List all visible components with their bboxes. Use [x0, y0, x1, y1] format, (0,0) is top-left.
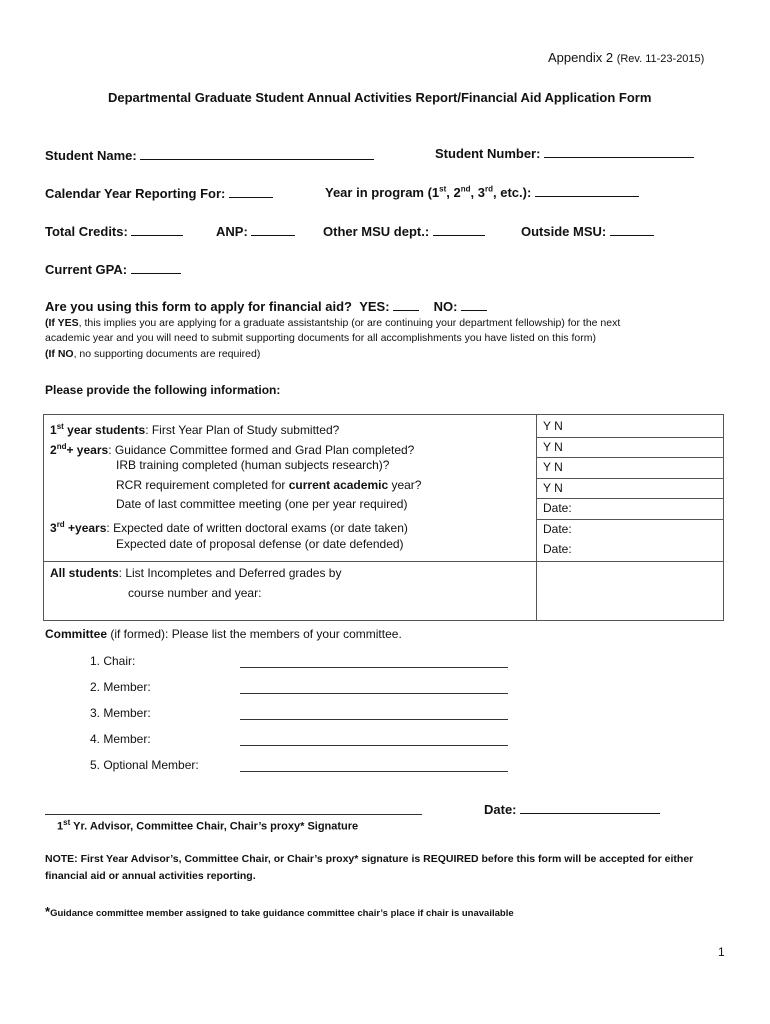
signature-caption-num: 1: [57, 820, 64, 833]
proposal-defense-row: Expected date of proposal defense (or date defended): [116, 536, 404, 551]
appendix-label: [548, 50, 704, 65]
year-in-program-line[interactable]: [535, 184, 639, 197]
second-year-row: [50, 437, 530, 457]
if-yes-note-2: academic year and you will need to submit supporting documents for all accomplishments you have listed on this form): [45, 332, 596, 344]
total-credits-line[interactable]: [131, 223, 183, 236]
committee-chair-line[interactable]: [240, 667, 508, 668]
sup-st: st: [439, 184, 447, 194]
student-number-label: Student Number:: [435, 146, 541, 161]
signature-date-field[interactable]: [484, 801, 660, 817]
committee-member-4-label: 4. Member:: [90, 732, 151, 746]
info-heading: Please provide the following information:: [45, 383, 281, 397]
r2-num: 2: [50, 442, 57, 457]
first-year-row: [50, 417, 530, 437]
calendar-year-label: Calendar Year Reporting For:: [45, 186, 226, 201]
all-students-row: [50, 564, 530, 584]
revision-date: (Rev. 11-23-2015): [616, 53, 705, 65]
anp-label: ANP:: [216, 224, 248, 239]
requirements-list: [44, 415, 537, 562]
incompletes-answer[interactable]: [537, 562, 724, 621]
anp-field[interactable]: [216, 223, 295, 239]
outside-msu-line[interactable]: [610, 223, 654, 236]
irb-row: IRB training completed (human subjects research)?: [116, 458, 390, 473]
committee-optional-member-line[interactable]: [240, 771, 508, 772]
page-title: Departmental Graduate Student Annual Activities Report/Financial Aid Application Form: [108, 90, 652, 105]
r1-sup: st: [56, 422, 64, 431]
appendix-text: Appendix 2: [548, 50, 614, 65]
student-name-label: Student Name:: [45, 148, 137, 163]
current-gpa-field[interactable]: [45, 261, 181, 277]
student-name-line[interactable]: [140, 147, 374, 160]
signature-date-line[interactable]: [520, 801, 660, 814]
total-credits-field[interactable]: [45, 223, 183, 239]
all-students-label: All students: [50, 566, 119, 581]
r6-sup: rd: [56, 519, 65, 529]
r6-text: : Expected date of written doctoral exams (or date taken): [106, 520, 408, 535]
sup-rd: rd: [485, 184, 493, 194]
other-msu-label: Other MSU dept.:: [323, 224, 430, 239]
rcr-text-c: year?: [388, 477, 422, 492]
student-number-line[interactable]: [544, 145, 694, 158]
signature-line[interactable]: [45, 814, 422, 815]
outside-msu-field[interactable]: [521, 223, 654, 239]
outside-msu-label: Outside MSU:: [521, 224, 607, 239]
sup-nd: nd: [460, 184, 471, 194]
footnote-star: *: [45, 904, 51, 919]
current-gpa-line[interactable]: [131, 261, 181, 274]
last-meeting-row: Date of last committee meeting (one per year required): [116, 497, 408, 512]
rcr-text-b: current academic: [288, 477, 389, 492]
calendar-year-line[interactable]: [229, 185, 273, 198]
if-yes-note: [45, 317, 620, 329]
r2-text: : Guidance Committee formed and Grad Plan completed?: [108, 442, 415, 457]
footnote-text: Guidance committee member assigned to take guidance committee chair’s place if chair is unavailable: [50, 908, 514, 919]
committee-member-3-label: 3. Member:: [90, 706, 151, 720]
yes-line[interactable]: [393, 298, 419, 311]
r6-num: 3: [50, 520, 57, 535]
signature-caption-text: Yr. Advisor, Committee Chair, Chair’s proxy* Signature: [70, 820, 359, 833]
answers-column: [537, 415, 724, 562]
committee-member-2-label: 2. Member:: [90, 680, 151, 694]
year-in-program-label-3: , 3: [470, 185, 485, 200]
committee-member-3-line[interactable]: [240, 719, 508, 720]
if-no-text: , no supporting documents are required): [73, 348, 261, 360]
financial-aid-question-text: Are you using this form to apply for financial aid?: [45, 299, 352, 314]
all-students-text: : List Incompletes and Deferred grades by: [118, 566, 342, 581]
current-gpa-label: Current GPA:: [45, 262, 128, 277]
calendar-year-field[interactable]: [45, 185, 273, 201]
answer-date-2[interactable]: Date:: [543, 521, 572, 536]
r1-num: 1: [50, 423, 57, 437]
financial-aid-question: [45, 298, 487, 314]
third-year-row: [50, 515, 530, 535]
all-students-cell: [44, 562, 537, 621]
if-no-note: [45, 348, 260, 360]
signature-date-label: Date:: [484, 802, 517, 817]
rcr-row: [50, 476, 530, 496]
note-line-2: financial aid or annual activities reporting.: [45, 870, 256, 882]
answer-date-3[interactable]: Date:: [543, 541, 572, 556]
answer-yn-4[interactable]: Y N: [537, 479, 723, 500]
answer-date-1[interactable]: Date:: [537, 499, 723, 520]
if-yes-label: (If YES: [45, 317, 79, 329]
r2-sup: nd: [56, 441, 67, 451]
answer-yn-3[interactable]: Y N: [537, 458, 723, 479]
anp-line[interactable]: [251, 223, 295, 236]
committee-label: Committee: [45, 627, 108, 641]
other-msu-line[interactable]: [433, 223, 485, 236]
no-label: NO:: [433, 299, 458, 314]
answer-yn-1[interactable]: Y N: [537, 417, 723, 438]
requirements-table: [43, 414, 724, 621]
rcr-text-a: RCR requirement completed for: [116, 477, 289, 492]
year-in-program-label-2: , 2: [446, 185, 461, 200]
if-no-label: (If NO: [45, 348, 74, 360]
r1-label: year students: [63, 423, 146, 437]
footnote: [45, 904, 514, 919]
committee-heading: [45, 627, 402, 641]
year-in-program-field[interactable]: [325, 184, 639, 200]
all-students-row-2: course number and year:: [128, 585, 262, 600]
no-line[interactable]: [461, 298, 487, 311]
r1-text: : First Year Plan of Study submitted?: [145, 423, 340, 437]
committee-member-2-line[interactable]: [240, 693, 508, 694]
committee-member-4-line[interactable]: [240, 745, 508, 746]
if-yes-text: , this implies you are applying for a graduate assistantship (or are continuing your department fellowship) for the next: [78, 317, 621, 329]
student-number-field[interactable]: [435, 145, 694, 161]
answer-yn-2[interactable]: Y N: [537, 438, 723, 459]
yes-label: YES:: [359, 299, 390, 314]
committee-text: (if formed): Please list the members of your committee.: [107, 627, 402, 641]
year-in-program-label: Year in program (1: [325, 185, 440, 200]
committee-optional-member-label: 5. Optional Member:: [90, 758, 199, 772]
signature-caption: [57, 818, 358, 833]
total-credits-label: Total Credits:: [45, 224, 128, 239]
student-name-field[interactable]: [45, 147, 374, 163]
r6-label: +years: [64, 520, 107, 535]
r2-label: + years: [66, 442, 109, 457]
note-line-1: NOTE: First Year Advisor’s, Committee Chair, or Chair’s proxy* signature is REQUIRED before this form will be accepted for either: [45, 853, 694, 865]
page-number: 1: [718, 945, 725, 959]
committee-chair-label: 1. Chair:: [90, 654, 136, 668]
year-in-program-label-4: , etc.):: [493, 185, 532, 200]
signature-caption-sup: st: [63, 818, 71, 827]
other-msu-field[interactable]: [323, 223, 485, 239]
